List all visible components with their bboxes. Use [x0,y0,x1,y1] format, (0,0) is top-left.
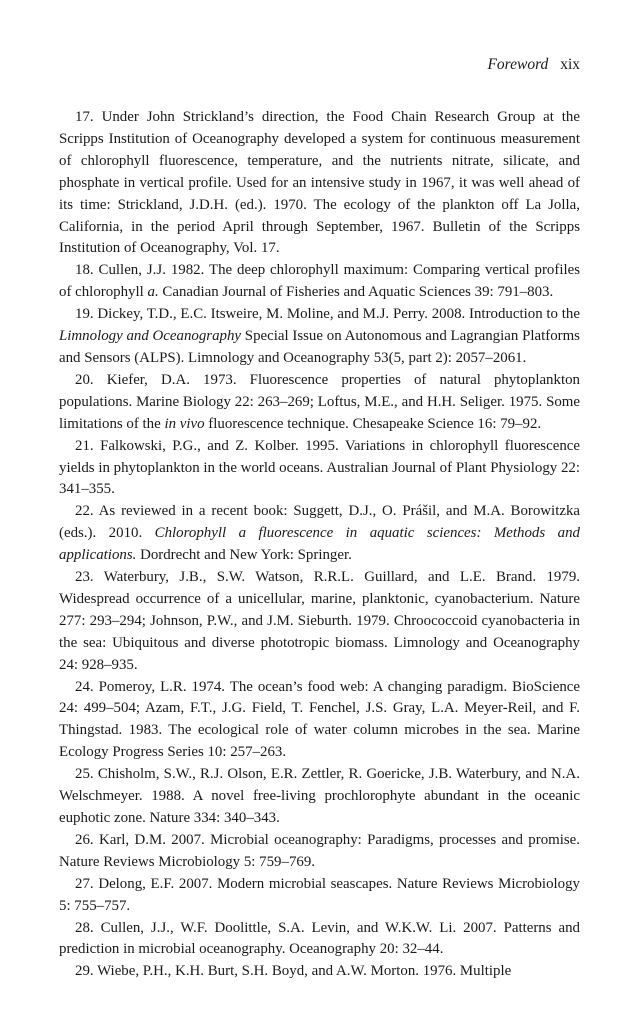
note-number: 21. [75,437,94,454]
note-text: Canadian Journal of Fisheries and Aquatic Sciences 39: 791–803. [158,284,554,301]
note-number: 29. [75,963,94,980]
endnote-17 [59,107,580,260]
note-text: Delong, E.F. 2007. Modern microbial seascapes. Nature Reviews Microbiology 5: 755–757. [59,875,580,914]
note-number: 22. [75,503,94,520]
endnote-24 [59,677,580,765]
note-number: 25. [75,766,94,783]
note-text: Cullen, J.J., W.F. Doolittle, S.A. Levin, and W.K.W. Li. 2007. Patterns and prediction in microbial oceanography. Oceanography 20: 32–44. [59,919,580,958]
note-text: Dickey, T.D., E.C. Itsweire, M. Moline, and M.J. Perry. 2008. Introduction to the [97,306,580,323]
note-number: 20. [75,371,94,388]
note-text: Pomeroy, L.R. 1974. The ocean’s food web: A changing paradigm. BioScience 24: 499–504; Azam, F.T., J.G. Field, T. Fenchel, J.S. Gray, L.A. Meyer-Reil, and F. Thingstad. 1983. The ecological role of water column microbes in the sea. Marine Ecology Progress Series 10: 257–263. [59,678,580,761]
running-head-title: Foreword [487,56,549,73]
note-number: 18. [75,262,94,279]
endnote-28 [59,918,580,962]
note-number: 27. [75,875,94,892]
endnote-19 [59,304,580,370]
note-text: As reviewed in a recent book: Suggett, D.J., O. Prášil, and M.A. Borowitzka (eds.). 2010. [59,503,580,542]
note-text: Dordrecht and New York: Springer. [136,547,352,564]
note-text: Karl, D.M. 2007. Microbial oceanography: Paradigms, processes and promise. Nature Reviews Microbiology 5: 759–769. [59,831,580,870]
page-number: xix [560,56,580,73]
endnote-25 [59,764,580,830]
endnote-22 [59,501,580,567]
note-italic-text: in vivo [164,415,205,432]
endnote-20 [59,370,580,436]
note-number: 24. [75,678,94,695]
endnotes-list [59,107,580,983]
note-number: 28. [75,919,94,936]
note-text: Special Issue on Autonomous and Lagrangian Platforms and Sensors (ALPS). Limnology and Oceanography 53(5, part 2): 2057–2061. [59,328,580,366]
endnote-29 [59,961,580,983]
endnote-27 [59,874,580,918]
note-text: Under John Strickland’s direction, the Food Chain Research Group at the Scripps Institution of Oceanography developed a system for continuous measurement of chlorophyll fluorescence, temperature, and the nutrients nitrate, silicate, and phosphate in vertical profile. Used for an intensive study in 1967, it was well ahead of its time: Strickland, J.D.H. (ed.). 1970. The ecology of the plankton off La Jolla, California, in the period April through September, 1967. Bulletin of the Scripps Institution of Oceanography, Vol. 17. [59,109,580,257]
note-text: Wiebe, P.H., K.H. Burt, S.H. Boyd, and A.W. Morton. 1976. Multiple [97,963,512,980]
note-italic-text: a. [147,284,159,301]
note-italic-text: Chlorophyll a fluorescence in aquatic sciences: Methods and applications. [59,525,580,564]
note-italic-text: Limnology and Oceanography [59,328,242,345]
note-number: 26. [75,831,94,848]
endnote-21 [59,436,580,502]
note-text: Cullen, J.J. 1982. The deep chlorophyll maximum: Comparing vertical profiles of chlorophyll [59,262,580,301]
note-number: 23. [75,569,94,586]
endnote-23 [59,567,580,677]
note-text: Falkowski, P.G., and Z. Kolber. 1995. Variations in chlorophyll fluorescence yields in phytoplankton in the world oceans. Australian Journal of Plant Physiology 22: 341–355. [59,437,580,498]
note-number: 17. [75,109,94,125]
note-text: Chisholm, S.W., R.J. Olson, E.R. Zettler, R. Goericke, J.B. Waterbury, and N.A. Welschmeyer. 1988. A novel free-living prochlorophyte abundant in the oceanic euphotic zone. Nature 334: 340–343. [59,766,580,826]
endnote-26 [59,830,580,874]
note-text: Kiefer, D.A. 1973. Fluorescence properties of natural phytoplankton populations. Marine Biology 22: 263–269; Loftus, M.E., and H.H. Seliger. 1975. Some limitations of the [59,371,580,432]
note-text: Waterbury, J.B., S.W. Watson, R.R.L. Guillard, and L.E. Brand. 1979. Widespread occurrence of a unicellular, marine, planktonic, cyanobacterium. Nature 277: 293–294; Johnson, P.W., and J.M. Sieburth. 1979. Chroococcoid cyanobacteria in the sea: Ubiquitous and diverse phototropic biomass. Limnology and Oceanography 24: 928–935. [59,569,580,673]
note-text: fluorescence technique. Chesapeake Science 16: 79–92. [204,415,542,432]
endnote-18 [59,260,580,304]
running-head [487,56,580,74]
note-number: 19. [75,306,94,323]
